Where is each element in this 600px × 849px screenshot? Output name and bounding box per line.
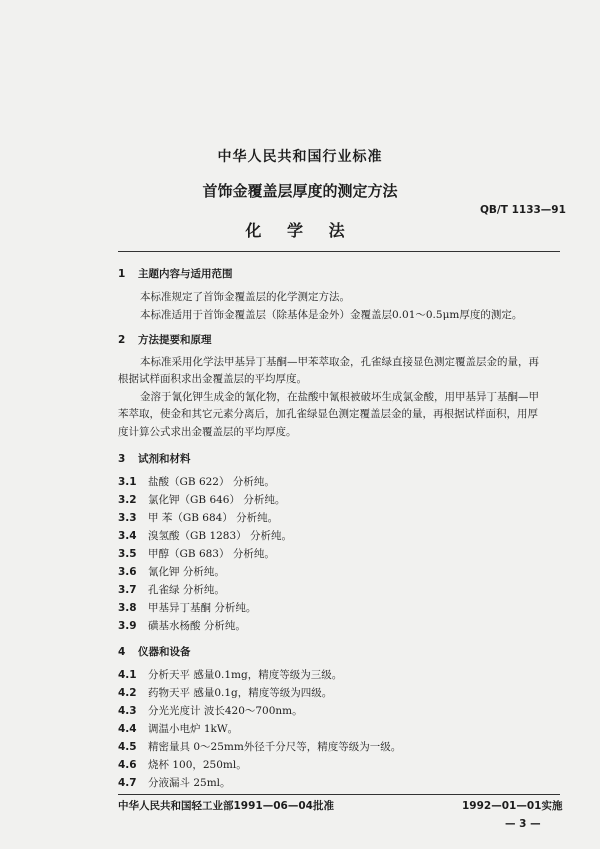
item-text: 孔雀绿 分析纯。 — [148, 584, 225, 596]
paragraph-line: 金溶于氰化钾生成金的氰化物，在盐酸中氰根被破坏生成氯金酸，用甲基异丁基酮—甲 — [140, 391, 539, 403]
list-item — [118, 582, 225, 597]
item-number: 4.6 — [118, 759, 137, 771]
item-text: 磺基水杨酸 分析纯。 — [148, 620, 246, 632]
item-number: 3.4 — [118, 530, 137, 542]
document-title: 首饰金覆盖层厚度的测定方法 — [202, 182, 398, 200]
list-item — [118, 667, 342, 682]
section-heading — [118, 266, 233, 281]
item-text: 分光光度计 波长420～700nm。 — [148, 705, 303, 717]
item-number: 4.5 — [118, 741, 137, 753]
paragraph-line: 根据试样面积求出金覆盖层的平均厚度。 — [118, 373, 307, 385]
item-text: 甲 苯（GB 684） 分析纯。 — [148, 512, 279, 524]
item-text: 氰化钾 分析纯。 — [148, 566, 225, 578]
item-number: 3.9 — [118, 620, 137, 632]
list-item — [118, 739, 401, 754]
paragraph-line: 本标准规定了首饰金覆盖层的化学测定方法。 — [140, 291, 350, 303]
section-number: 2 — [118, 334, 126, 346]
item-number: 3.8 — [118, 602, 137, 614]
item-number: 3.5 — [118, 548, 137, 560]
section-title: 主题内容与适用范围 — [138, 268, 233, 280]
item-text: 精密量具 0～25mm外径千分尺等，精度等级为一级。 — [148, 741, 402, 753]
item-text: 甲基异丁基酮 分析纯。 — [148, 602, 257, 614]
section-title: 仪器和设备 — [138, 646, 191, 658]
list-item — [118, 474, 275, 489]
section-heading — [118, 332, 212, 347]
list-item — [118, 703, 303, 718]
item-text: 溴氢酸（GB 1283） 分析纯。 — [148, 530, 293, 542]
item-text: 烧杯 100，250ml。 — [148, 759, 247, 771]
item-text: 分液漏斗 25ml。 — [148, 777, 231, 789]
standard-code: QB/T 1133—91 — [480, 204, 566, 216]
section-title: 试剂和材料 — [138, 453, 191, 465]
list-item — [118, 528, 292, 543]
section-number: 3 — [118, 453, 126, 465]
item-number: 3.2 — [118, 494, 137, 506]
item-text: 甲醇（GB 683） 分析纯。 — [148, 548, 275, 560]
item-number: 4.3 — [118, 705, 137, 717]
item-text: 药物天平 感量0.1g，精度等级为四级。 — [148, 687, 333, 699]
list-item — [118, 685, 332, 700]
item-text: 分析天平 感量0.1mg，精度等级为三级。 — [148, 669, 343, 681]
item-number: 4.1 — [118, 669, 137, 681]
section-number: 4 — [118, 646, 126, 658]
paragraph-line: 本标准采用化学法甲基异丁基酮—甲苯萃取金，孔雀绿直接显色测定覆盖层金的量，再 — [140, 356, 539, 368]
list-item — [118, 492, 285, 507]
list-item — [118, 618, 246, 633]
list-item — [118, 546, 275, 561]
item-text: 盐酸（GB 622） 分析纯。 — [148, 476, 275, 488]
approval-line: 中华人民共和国轻工业部1991—06—04批准 — [118, 800, 334, 812]
list-item — [118, 600, 256, 615]
document-subtitle: 化 学 法 — [245, 221, 355, 240]
paragraph-line: 本标准适用于首饰金覆盖层（除基体是金外）金覆盖层0.01～0.5μm厚度的测定。 — [140, 309, 523, 321]
implementation-date: 1992—01—01实施 — [462, 800, 563, 812]
section-heading — [118, 644, 191, 659]
section-heading — [118, 451, 191, 466]
list-item — [118, 775, 231, 790]
item-number: 3.6 — [118, 566, 137, 578]
header-rule — [118, 251, 560, 252]
list-item — [118, 510, 278, 525]
section-title: 方法提要和原理 — [138, 334, 212, 346]
item-text: 调温小电炉 1kW。 — [148, 723, 239, 735]
list-item — [118, 721, 238, 736]
footer-rule — [118, 794, 560, 795]
item-text: 氯化钾（GB 646） 分析纯。 — [148, 494, 286, 506]
paragraph-line: 度计算公式求出金覆盖层的平均厚度。 — [118, 426, 297, 438]
item-number: 3.3 — [118, 512, 137, 524]
item-number: 3.1 — [118, 476, 137, 488]
list-item — [118, 564, 225, 579]
item-number: 4.2 — [118, 687, 137, 699]
page-number: — 3 — — [505, 818, 541, 830]
national-standard-heading: 中华人民共和国行业标准 — [217, 149, 383, 165]
section-number: 1 — [118, 268, 126, 280]
item-number: 3.7 — [118, 584, 137, 596]
item-number: 4.7 — [118, 777, 137, 789]
item-number: 4.4 — [118, 723, 137, 735]
paragraph-line: 苯萃取，使金和其它元素分离后，加孔雀绿显色测定覆盖层金的量，再根据试样面积，用厚 — [118, 408, 538, 420]
list-item — [118, 757, 247, 772]
